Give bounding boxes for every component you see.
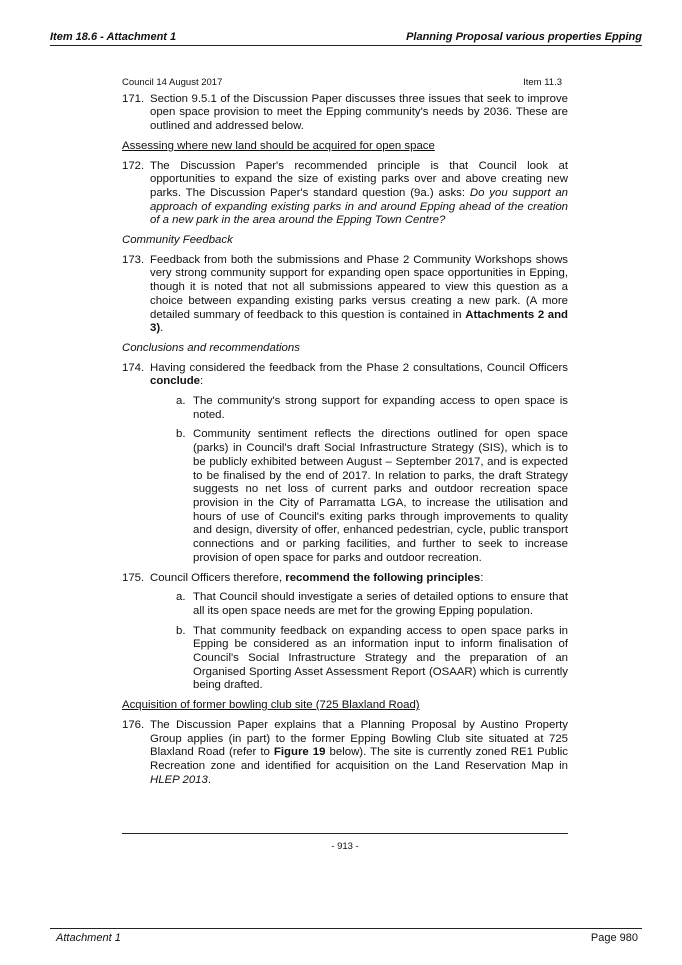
paragraph-text: [150, 160, 568, 229]
subsection-heading: Community Feedback: [122, 234, 233, 247]
header-divider: [50, 45, 642, 46]
meta-row: [122, 76, 568, 90]
paragraph-text-run: Council Officers therefore,: [150, 571, 286, 584]
question-text: Do you support an approach of expanding existing parks in and around Epping ahead of the creation of a new park in the area around the Epping Town Centre?: [150, 186, 568, 227]
meta-item: Item 11.3: [523, 77, 562, 88]
paragraph-text-run: Feedback from both the submissions and Phase 2 Community Workshops shows very strong community support for expanding open space opportunities in Epping, though it is noted that not all submissions appeared to view this question as a choice between expanding existing parks versus creating a new park. (A more detailed summary of feedback to this question is contained in: [150, 253, 568, 321]
paragraph-173: [122, 254, 568, 336]
bold-keyword: conclude: [150, 375, 201, 388]
header-title: Planning Proposal various properties Epping: [406, 31, 642, 43]
subsection-heading: Conclusions and recommendations: [122, 341, 300, 354]
footer-page-label: Page 980: [590, 932, 638, 944]
list-letter: a.: [176, 395, 186, 408]
paragraph-number: 174.: [122, 361, 145, 374]
plan-reference: HLEP 2013: [150, 773, 208, 786]
document-body: [122, 76, 568, 793]
list-letter: b.: [176, 428, 186, 441]
paragraph-171: [122, 93, 568, 134]
paragraph-text-end: :: [200, 375, 204, 388]
list-item: [176, 395, 568, 422]
paragraph-number: 173.: [122, 253, 145, 266]
paragraph-text-end: .: [160, 322, 164, 335]
page-bottom-divider: [122, 833, 568, 834]
paragraph-text: [150, 719, 568, 788]
paragraph-text-run: The Discussion Paper explains that a Planning Proposal by Austino Property Group applies (in part) to the former Epping Bowling Club site situated at 725 Blaxland Road (refer to: [150, 718, 568, 759]
paragraph-176: [122, 719, 568, 788]
paragraph-number: 172.: [122, 159, 145, 172]
paragraph-175: [122, 572, 568, 586]
list-item: [176, 428, 568, 565]
paragraph-number: 175.: [122, 571, 145, 584]
bold-reference: Attachments 2 and 3): [150, 308, 569, 335]
paragraph-text: Section 9.5.1 of the Discussion Paper discusses three issues that seek to improve open space provision to meet the Epping community's needs by 2036. These are outlined and addressed below.: [150, 92, 568, 133]
paragraph-text: [150, 572, 568, 586]
list-text: Community sentiment reflects the directions outlined for open space (parks) in Council's draft Social Infrastructure Strategy (SIS), which is to be publicly exhibited between August – September 2017, and is expected to be finalised by the end of 2017. In relation to parks, the draft Strategy suggests no net loss of current parks and outdoor recreation space provision in the City of Parramatta LGA, to increase the utilisation and hours of use of Council's exiting parks through improvements to quality and design, diversity of offer, enhanced pedestrian, cycle, public transport connections and or parking facilities, and further to seek to increase provision of open space for parks and outdoor recreation.: [193, 428, 568, 564]
header-item-label: Item 18.6 - Attachment 1: [50, 31, 177, 43]
paragraph-172: [122, 160, 568, 229]
section-heading: Assessing where new land should be acquired for open space: [122, 139, 435, 152]
footer-attachment-label: Attachment 1: [56, 932, 121, 944]
paragraph-text-end: :: [480, 571, 484, 584]
paragraph-number: 176.: [122, 718, 145, 731]
list-text: That Council should investigate a series of detailed options to ensure that all its open space needs are met for the growing Epping population.: [193, 591, 568, 617]
paragraph-text-run: below). The site is currently zoned RE1 Public Recreation zone and identified for acquisition on the Land Reservation Map in: [150, 746, 568, 772]
meta-date: Council 14 August 2017: [122, 77, 223, 88]
list-item: [176, 591, 568, 618]
list-letter: b.: [176, 624, 186, 637]
bold-keyword: recommend the following principles: [285, 571, 481, 584]
paragraph-text: [150, 254, 568, 336]
section-heading: Acquisition of former bowling club site (725 Blaxland Road): [122, 699, 420, 712]
paragraph-174: [122, 362, 568, 389]
list-letter: a.: [176, 591, 186, 604]
page-number: - 913 -: [331, 841, 359, 852]
list-text: The community's strong support for expanding access to open space is noted.: [193, 395, 568, 421]
footer-divider: [50, 928, 642, 929]
list-item: [176, 625, 568, 694]
paragraph-text: [150, 362, 568, 389]
paragraph-text-run: The Discussion Paper's recommended principle is that Council look at opportunities to expand the size of existing parks over and above creating new parks. The Discussion Paper's standard question (9a.) asks:: [150, 159, 568, 199]
paragraph-number: 171.: [122, 92, 145, 105]
list-text: That community feedback on expanding access to open space parks in Epping be considered as an information input to inform finalisation of Council's Social Infrastructure Strategy and the preparation of an Organised Sporting Asset Assessment Report (OSAAR) which is currently being drafted.: [193, 624, 568, 692]
figure-reference: Figure 19: [273, 746, 326, 759]
paragraph-text-end: .: [207, 773, 212, 786]
paragraph-text-run: Having considered the feedback from the Phase 2 consultations, Council Officers: [150, 361, 568, 374]
